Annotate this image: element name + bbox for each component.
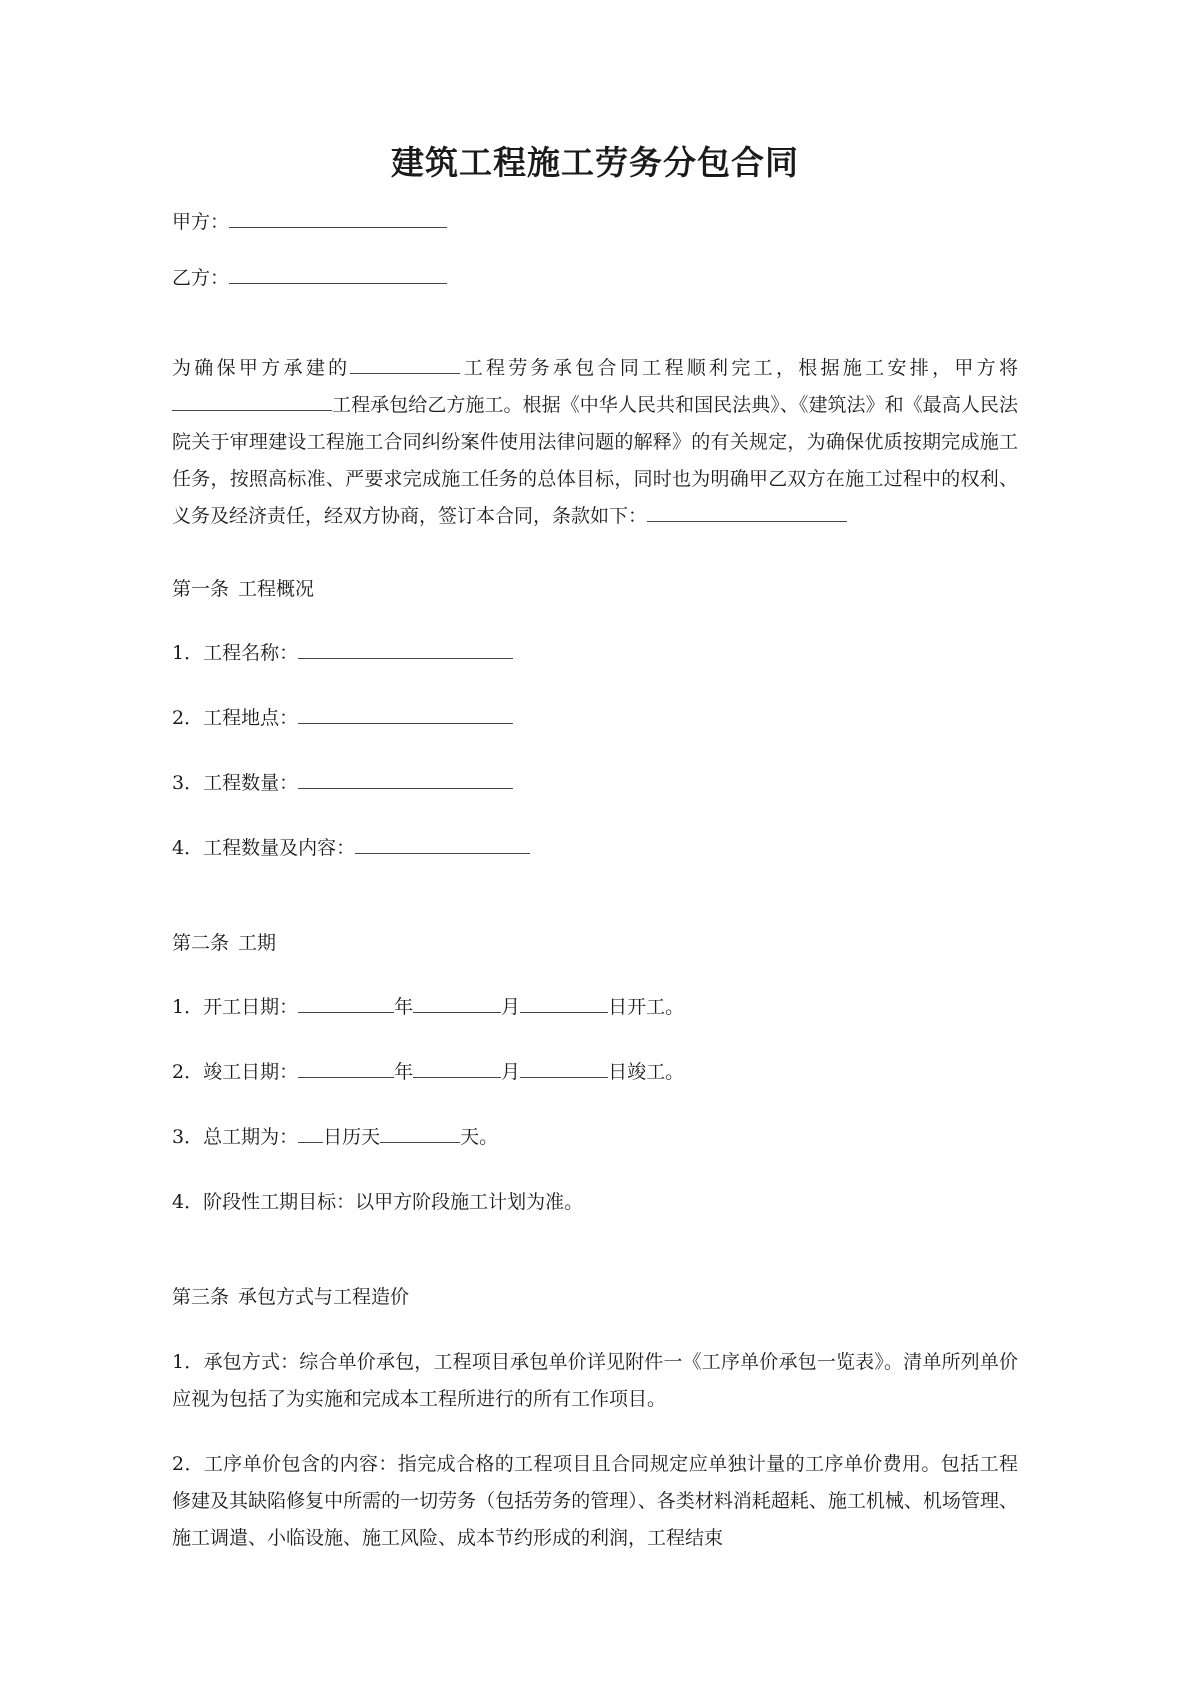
item-number: 2．	[172, 707, 204, 730]
intro-paragraph	[172, 350, 1018, 535]
item-label: 阶段性工期目标：	[203, 1191, 356, 1214]
item-label: 总工期为：	[203, 1126, 299, 1149]
item-number: 1．	[172, 642, 204, 664]
clause-heading-1	[172, 571, 1018, 607]
item-label: 工程数量及内容：	[203, 837, 356, 860]
clause-2-item-1	[172, 989, 1018, 1026]
item-text: 工序单价包含的内容：指完成合格的工程项目且合同规定应单独计量的工序单价费用。包括工程修建及其缺陷修复中所需的一切劳务（包括劳务的管理）、各类材料消耗超耗、施工机械、机场管理、施工调遣、小临设施、施工风险、成本节约形成的利润，工程结束	[172, 1452, 1018, 1549]
party-blank-yifang[interactable]	[229, 264, 447, 284]
start-date-day-blank[interactable]	[520, 993, 608, 1013]
intro-blank-terms-wrap[interactable]	[822, 502, 847, 522]
clause-1-item-3	[172, 765, 1018, 802]
clause-1-item-1	[172, 635, 1018, 672]
clause-heading-2	[172, 925, 1018, 961]
item-number: 2．	[172, 1061, 204, 1084]
end-date-day-unit: 日竣工。	[608, 1061, 685, 1084]
item-number: 1．	[172, 996, 204, 1019]
item-label: 工程数量：	[203, 772, 299, 795]
item-number: 3．	[172, 772, 204, 795]
item-number: 3．	[172, 1126, 204, 1149]
item-label: 开工日期：	[203, 996, 299, 1019]
clause-3-item-1	[172, 1344, 1018, 1418]
clause-1-title: 工程概况	[238, 577, 315, 600]
end-date-year-unit: 年	[394, 1061, 414, 1084]
item-blank-quantity-content[interactable]	[355, 834, 530, 854]
party-blank-jiafang[interactable]	[229, 208, 447, 228]
clause-2-item-2	[172, 1054, 1018, 1091]
item-label: 竣工日期：	[203, 1061, 299, 1084]
item-blank-project-quantity[interactable]	[298, 769, 513, 789]
start-date-day-unit: 日开工。	[608, 996, 685, 1019]
end-date-year-blank[interactable]	[298, 1058, 394, 1078]
intro-segment-1: 为确保甲方承建的	[172, 356, 351, 379]
intro-blank-project-1[interactable]	[350, 354, 460, 374]
item-number: 2．	[172, 1452, 204, 1475]
total-duration-blank-1[interactable]	[298, 1123, 323, 1143]
end-date-month-unit: 月	[501, 1061, 521, 1084]
start-date-year-blank[interactable]	[298, 993, 394, 1013]
item-label: 工程名称：	[203, 642, 299, 664]
clause-2-item-4	[172, 1184, 1018, 1221]
party-label-yifang: 乙方：	[172, 267, 230, 290]
clause-2-title: 工期	[238, 932, 277, 955]
end-date-month-blank[interactable]	[413, 1058, 501, 1078]
item-text: 承包方式：综合单价承包，工程项目承包单价详见附件一《工序单价承包一览表》。清单所列单价应视为包括了为实施和完成本工程所进行的所有工作项目。	[172, 1350, 1018, 1410]
party-field-jiafang	[172, 207, 1018, 237]
total-duration-tail: 天。	[460, 1126, 499, 1149]
start-date-year-unit: 年	[394, 996, 414, 1019]
intro-blank-project-2[interactable]	[172, 391, 332, 411]
item-blank-project-name[interactable]	[298, 639, 513, 659]
page-title: 建筑工程施工劳务分包合同	[391, 143, 799, 182]
item-number: 4．	[172, 837, 204, 860]
clause-1-number: 第一条	[172, 577, 230, 600]
clause-1-item-4	[172, 830, 1018, 867]
total-duration-blank-2[interactable]	[380, 1123, 460, 1143]
clause-2-number: 第二条	[172, 932, 230, 955]
item-number: 1．	[172, 1350, 204, 1373]
item-blank-project-location[interactable]	[298, 704, 513, 724]
start-date-month-unit: 月	[501, 996, 521, 1019]
start-date-month-blank[interactable]	[413, 993, 501, 1013]
intro-blank-terms[interactable]	[647, 502, 822, 522]
clause-2-item-3	[172, 1119, 1018, 1156]
intro-segment-2: 工程劳务承包合同工程顺利完工，根据施工安排，甲方将	[460, 356, 1018, 379]
clause-1-item-2	[172, 700, 1018, 737]
total-duration-mid: 日历天	[323, 1126, 381, 1149]
item-text: 以甲方阶段施工计划为准。	[355, 1191, 584, 1214]
party-field-yifang	[172, 263, 1018, 293]
item-label: 工程地点：	[203, 707, 299, 730]
clause-3-title: 承包方式与工程造价	[238, 1286, 410, 1309]
item-number: 4．	[172, 1191, 204, 1214]
intro-segment-3: 工程承包给乙方施工。根据《中华人民共和国民法典》、《建筑法》和《最高人民法院关于审理建设工程施工合同纠纷案件使用法律问题的解释》的有关规定，为确保优质按期完成施工任务，按照高标准、严要求完成施工任务的总体目标，同时也为明确甲乙双方在施工过程中的权利、义务及经济责任，经双方协商，签订本合同，条款如下：	[172, 393, 1018, 527]
end-date-day-blank[interactable]	[520, 1058, 608, 1078]
clause-3-item-2	[172, 1446, 1018, 1557]
party-label-jiafang: 甲方：	[172, 210, 230, 233]
clause-3-number: 第三条	[172, 1286, 230, 1309]
clause-heading-3	[172, 1279, 1018, 1315]
